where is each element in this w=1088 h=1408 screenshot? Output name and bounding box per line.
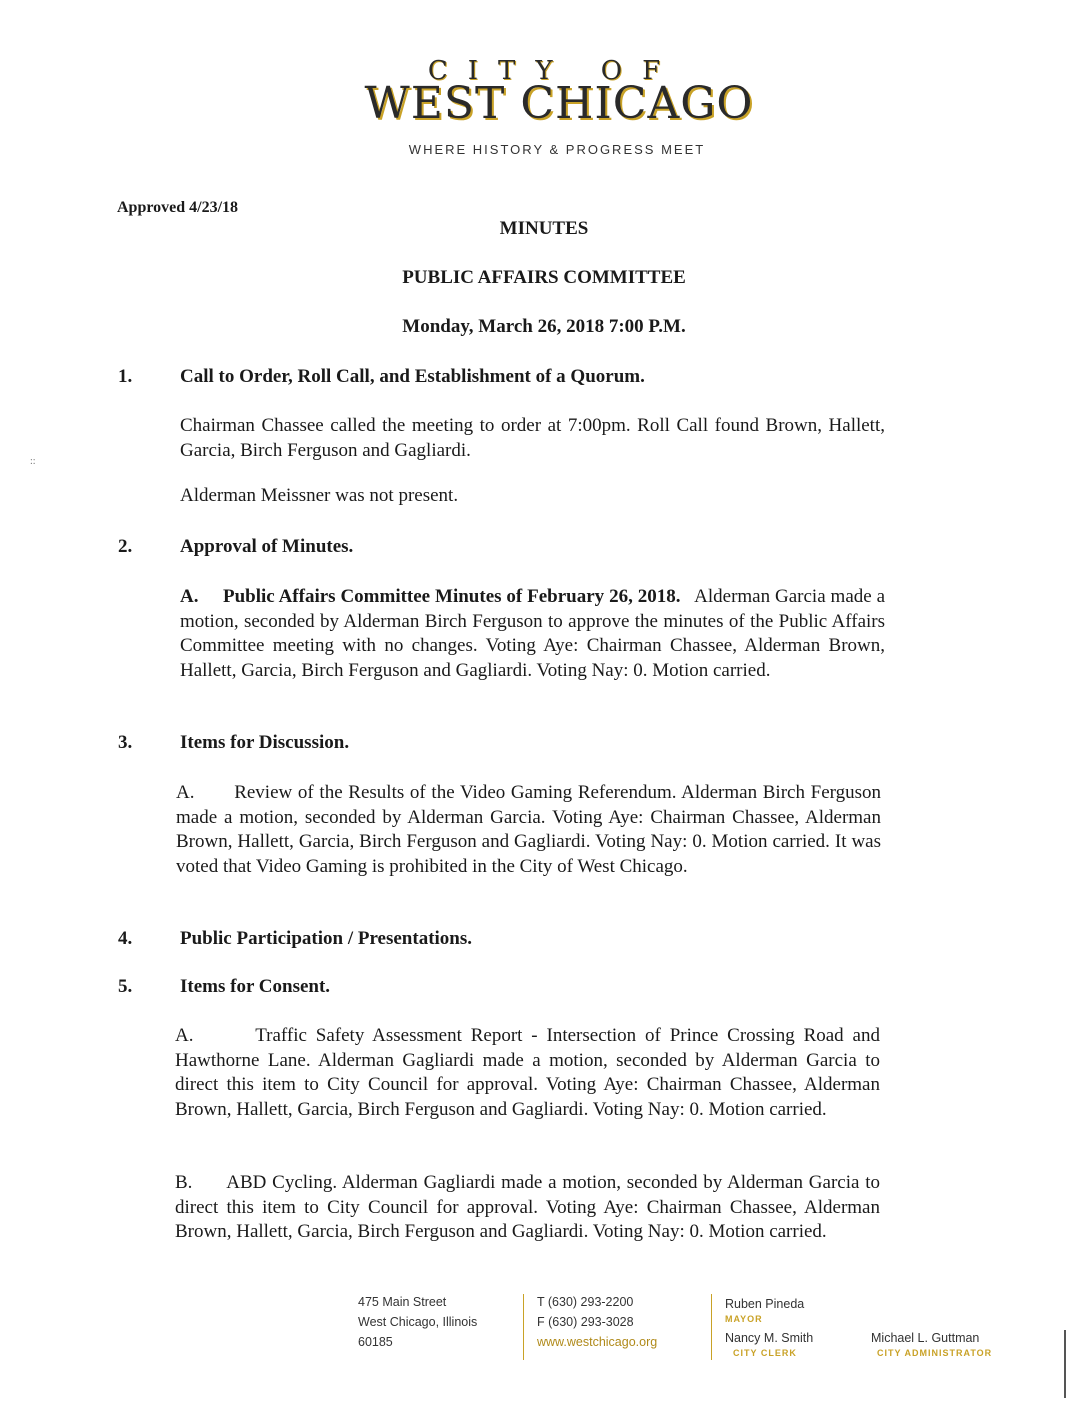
footer-address: [358, 1292, 477, 1352]
section-2-item-a-label: A.: [180, 586, 199, 607]
doc-heading-committee: PUBLIC AFFAIRS COMMITTEE: [402, 267, 686, 288]
section-4-title: Public Participation / Presentations.: [180, 928, 473, 949]
scan-edge-line: [1064, 1330, 1066, 1398]
doc-heading-minutes: MINUTES: [499, 218, 589, 239]
footer-mayor-role: MAYOR: [725, 1314, 763, 1324]
doc-heading-datetime: Monday, March 26, 2018 7:00 P.M.: [402, 316, 686, 337]
footer-website-link[interactable]: www.westchicago.org: [537, 1335, 658, 1349]
section-2-item-a-text: Alderman Garcia made a motion, seconded by Alderman Birch Ferguson to approve the minutes of the Public Affairs Committee meeting with no changes. Voting Aye: Chairman Chassee, Alderman Brown, Hallett, Garcia, Birch Ferguson and Gagliardi. Voting Nay: 0. Motion carried.: [180, 586, 886, 681]
footer-fax: F (630) 293-3028: [537, 1315, 634, 1329]
footer-divider-1: [523, 1294, 524, 1360]
footer-administrator-name: Michael L. Guttman: [871, 1331, 980, 1345]
section-5-item-a-label: A.: [175, 1025, 194, 1046]
section-3-title: Items for Discussion.: [180, 732, 350, 753]
letterhead-city-of: CITY OF: [427, 56, 681, 86]
section-1-number: 1.: [118, 366, 133, 387]
section-5-item-b-label: B.: [175, 1172, 193, 1193]
footer-administrator-role: CITY ADMINISTRATOR: [877, 1348, 993, 1358]
footer-divider-2: [711, 1294, 712, 1360]
footer-address-city: West Chicago, Illinois: [358, 1315, 478, 1329]
section-5-item-b-text: ABD Cycling. Alderman Gagliardi made a motion, seconded by Alderman Garcia to direct this item to City Council for approval. Voting Aye: Chairman Chassee, Alderman Brown, Hallett, Garcia, Birch Ferguson and Gagliardi. Voting Nay: 0. Motion carried.: [175, 1172, 881, 1242]
footer-contact: [537, 1292, 657, 1352]
section-2-number: 2.: [118, 536, 133, 557]
section-5-item-b: [175, 1171, 880, 1245]
letterhead-tagline: WHERE HISTORY & PROGRESS MEET: [408, 142, 706, 157]
footer-clerk: [725, 1328, 813, 1359]
section-5-title: Items for Consent.: [180, 976, 331, 997]
footer-clerk-name: Nancy M. Smith: [725, 1331, 814, 1345]
letterhead-city-name: WEST CHICAGO: [364, 78, 754, 129]
section-2-title: Approval of Minutes.: [180, 536, 354, 557]
footer-clerk-role: CITY CLERK: [733, 1348, 797, 1358]
footer-address-zip: 60185: [358, 1335, 393, 1349]
section-5-number: 5.: [118, 976, 133, 997]
scan-mark: ::: [30, 456, 36, 467]
section-2-item-a: [180, 585, 885, 683]
section-2-item-a-title: Public Affairs Committee Minutes of February 26, 2018.: [222, 586, 681, 607]
section-5-item-a: [175, 1024, 880, 1122]
approved-date: Approved 4/23/18: [117, 199, 239, 216]
section-5-item-a-text: Traffic Safety Assessment Report - Intersection of Prince Crossing Road and Hawthorne Lane. Alderman Gagliardi made a motion, seconded by Alderman Garcia to direct this item to City Council for approval. Voting Aye: Chairman Chassee, Alderman Brown, Hallett, Garcia, Birch Ferguson and Gagliardi. Voting Nay: 0. Motion carried.: [175, 1025, 880, 1120]
footer-phone: T (630) 293-2200: [537, 1295, 634, 1309]
footer-mayor: [725, 1294, 804, 1325]
section-1-title: Call to Order, Roll Call, and Establishment of a Quorum.: [180, 366, 645, 387]
footer-administrator: [871, 1328, 992, 1359]
footer-address-street: 475 Main Street: [358, 1295, 447, 1309]
section-3-item-a: [176, 781, 881, 879]
section-1-paragraph-2: Alderman Meissner was not present.: [180, 485, 459, 506]
footer-mayor-name: Ruben Pineda: [725, 1297, 805, 1311]
section-1-paragraph-1: Chairman Chassee called the meeting to order at 7:00pm. Roll Call found Brown, Hallett, Garcia, Birch Ferguson and Gagliardi.: [180, 415, 885, 461]
section-3-item-a-text: Review of the Results of the Video Gaming Referendum. Alderman Birch Ferguson made a motion, seconded by Alderman Garcia. Voting Aye: Chairman Chassee, Alderman Brown, Hallett, Garcia, Birch Ferguson and Gagliardi. Voting Nay: 0. Motion carried. It was voted that Video Gaming is prohibited in the City of West Chicago.: [176, 782, 882, 877]
section-3-item-a-label: A.: [176, 782, 195, 803]
section-3-number: 3.: [118, 732, 133, 753]
section-4-number: 4.: [118, 928, 133, 949]
